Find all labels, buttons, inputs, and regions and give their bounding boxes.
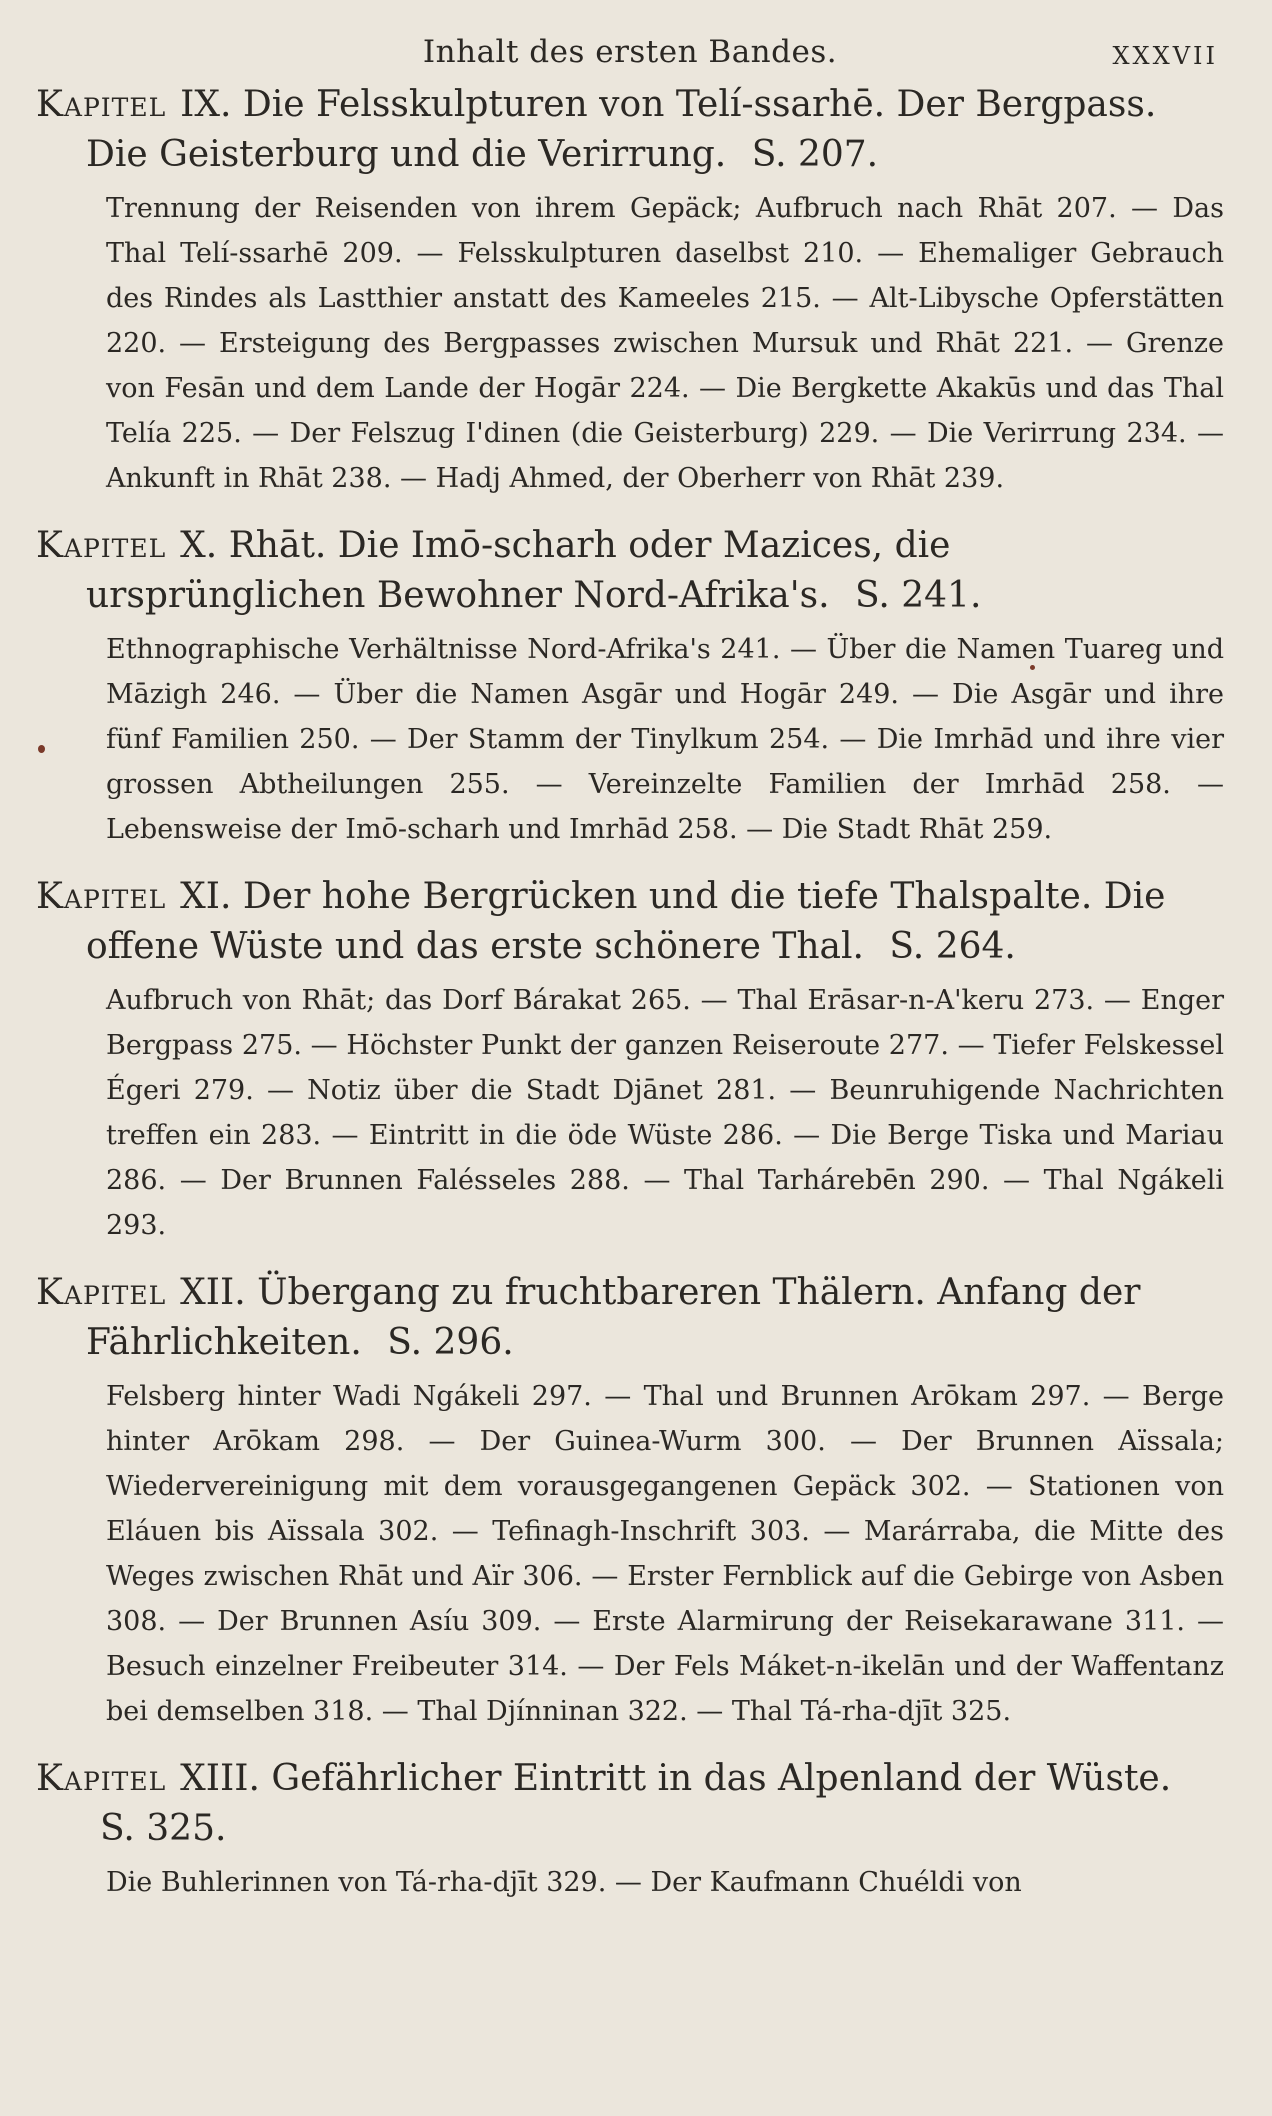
running-head <box>36 0 1224 80</box>
chapter-title: Gefährlicher Eintritt in das Alpenland der Wüste. <box>271 1758 1172 1799</box>
chapter-page: S. 325. <box>100 1808 227 1849</box>
chapter-label: Kapitel <box>36 84 167 125</box>
chapter-number: IX. <box>180 84 232 125</box>
page-number: XXXVII <box>1112 42 1218 70</box>
chapter-summary: Aufbruch von Rhāt; das Dorf Bárakat 265. — Thal Erāsar-n-A'keru 273. — Enger Bergpass 275. — Höchster Punkt der ganzen Reiseroute 277. — Tiefer Felskessel Égeri 279. — Notiz über die Stadt Djānet 281. — Beunruhigende Nachrichten treffen ein 283. — Eintritt in die öde Wüste 286. — Die Berge Tiska und Mariau 286. — Der Brunnen Falésseles 288. — Thal Tarhárebēn 290. — Thal Ngákeli 293. <box>106 985 1224 1241</box>
chapter-number: XII. <box>180 1272 246 1313</box>
chapter-number: X. <box>180 525 218 566</box>
chapter-heading <box>36 1268 1224 1368</box>
chapter-heading <box>36 872 1224 972</box>
chapter-title: Die Felsskulpturen von Telí-ssarhē. Der Bergpass. Die Geisterburg und die Verirrung. <box>86 84 1157 175</box>
chapter-label: Kapitel <box>36 525 167 566</box>
chapter-number: XIII. <box>180 1758 260 1799</box>
chapter-xii <box>36 1268 1224 1734</box>
chapter-page: S. 207. <box>751 134 879 175</box>
chapter-heading <box>36 80 1224 180</box>
chapter-label: Kapitel <box>36 1272 167 1313</box>
chapter-x <box>36 521 1224 852</box>
chapter-page: S. 296. <box>387 1322 514 1363</box>
chapter-page: S. 241. <box>854 575 982 616</box>
chapter-summary: Ethnographische Verhältnisse Nord-Afrika's 241. — Über die Namen Tuareg und Māzigh 246. — Über die Namen Asgār und Hogār 249. — Die Asgār und ihre fünf Familien 250. — Der Stamm der Tinylkum 254. — Die Imrhād und ihre vier grossen Abtheilungen 255. — Vereinzelte Familien der Imrhād 258. — Lebensweise der Imō-scharh und Imrhād 258. — Die Stadt Rhāt 259. <box>106 634 1224 845</box>
chapter-title: Der hohe Bergrücken und die tiefe Thalspalte. Die offene Wüste und das erste schönere Thal. <box>86 876 1166 967</box>
chapter-summary: Die Buhlerinnen von Tá-rha-djīt 329. — Der Kaufmann Chuéldi von <box>106 1867 1022 1898</box>
ink-spot <box>38 745 45 753</box>
chapter-xi <box>36 872 1224 1248</box>
chapter-title: Übergang zu fruchtbareren Thälern. Anfang der Fährlichkeiten. <box>86 1272 1141 1363</box>
chapter-heading <box>36 521 1224 621</box>
chapter-xiii <box>36 1754 1224 1905</box>
ink-spot <box>1030 665 1035 670</box>
chapter-number: XI. <box>180 876 232 917</box>
chapter-label: Kapitel <box>36 1758 167 1799</box>
chapter-summary: Felsberg hinter Wadi Ngákeli 297. — Thal und Brunnen Arōkam 297. — Berge hinter Arōkam 298. — Der Guinea-Wurm 300. — Der Brunnen Aïssala; Wiedervereinigung mit dem vorausgegangenen Gepäck 302. — Stationen von Eláuen bis Aïssala 302. — Tefinagh-Inschrift 303. — Marárraba, die Mitte des Weges zwischen Rhāt und Aïr 306. — Erster Fernblick auf die Gebirge von Asben 308. — Der Brunnen Asíu 309. — Erste Alarmirung der Reisekarawane 311. — Besuch einzelner Freibeuter 314. — Der Fels Máket-n-ikelān und der Waffentanz bei demselben 318. — Thal Djínninan 322. — Thal Tá-rha-djīt 325. <box>106 1381 1224 1727</box>
chapter-title: Rhāt. Die Imō-scharh oder Mazices, die ursprünglichen Bewohner Nord-Afrika's. <box>86 525 951 616</box>
running-head-title: Inhalt des ersten Bandes. <box>422 34 838 70</box>
chapter-summary: Trennung der Reisenden von ihrem Gepäck; Aufbruch nach Rhāt 207. — Das Thal Telí-ssarhē 209. — Felsskulpturen daselbst 210. — Ehemaliger Gebrauch des Rindes als Lastthier anstatt des Kameeles 215. — Alt-Libysche Opferstätten 220. — Ersteigung des Bergpasses zwischen Mursuk und Rhāt 221. — Grenze von Fesān und dem Lande der Hogār 224. — Die Bergkette Akakūs und das Thal Telía 225. — Der Felszug I'dinen (die Geisterburg) 229. — Die Verirrung 234. — Ankunft in Rhāt 238. — Hadj Ahmed, der Oberherr von Rhāt 239. <box>106 193 1224 494</box>
chapter-label: Kapitel <box>36 876 167 917</box>
chapter-heading <box>36 1754 1224 1854</box>
chapter-ix <box>36 80 1224 501</box>
chapter-page: S. 264. <box>889 926 1016 967</box>
